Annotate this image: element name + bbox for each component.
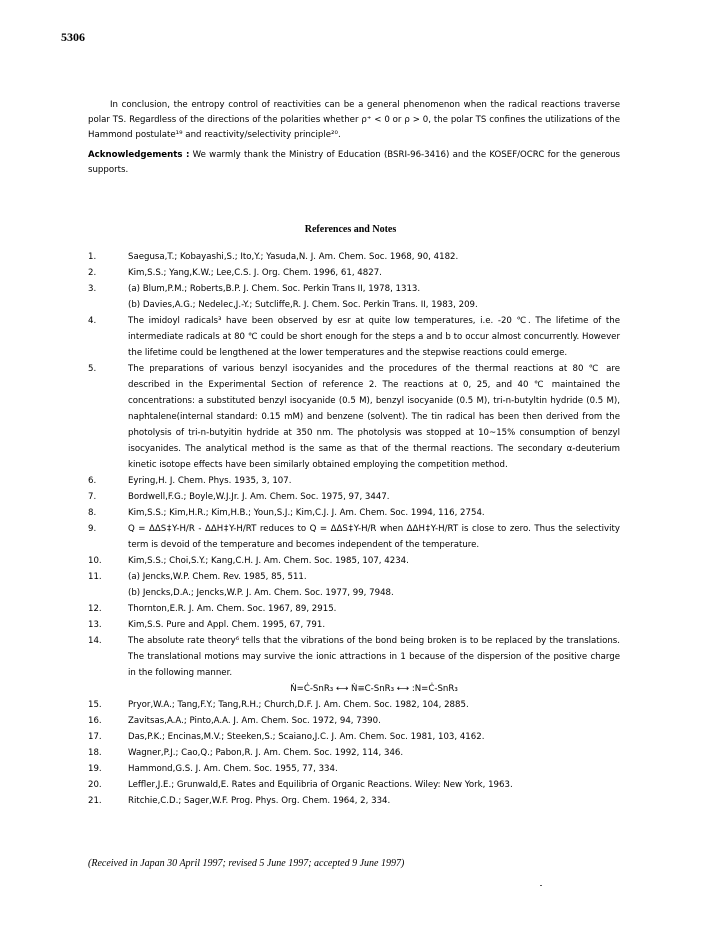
ref-number: 1. (88, 252, 97, 262)
ref-number: 20. (88, 780, 102, 790)
reference-6 (88, 473, 620, 489)
ref-number: 12. (88, 604, 102, 614)
reference-3 (88, 281, 620, 313)
ref-text: Kim,S.S.; Choi,S.Y.; Kang,C.H. J. Am. Chem. Soc. 1985, 107, 4234. (128, 556, 409, 566)
ref-text: Pryor,W.A.; Tang,F.Y.; Tang,R.H.; Church,D.F. J. Am. Chem. Soc. 1982, 104, 2885. (128, 700, 469, 710)
ref-text: Leffler,J.E.; Grunwald,E. Rates and Equilibria of Organic Reactions. Wiley: New York, 1963. (128, 780, 513, 790)
ref-number: 2. (88, 268, 97, 278)
reference-9 (88, 521, 620, 553)
ref-number: 13. (88, 620, 102, 630)
page-number: 5306 (61, 30, 85, 44)
ref-text: The preparations of various benzyl isocyanides and the procedures of the thermal reactions at 80 ℃ are described in the Experimental Section of reference 2. The reactions at 0, 25, and 40 ℃ maintained the concentrations: a substituted benzyl isocyanide (0.5 M), benzyl isocyanide (0.5 M), tri-n-butyltin hydride (0.5 M), naphtalene(internal standard: 0.15 mM) and benzene (solvent). The tin radical has been then derived from the photolysis of tri-n-butyitin hydride at 350 nm. The photolysis was stopped at 10~15% consumption of benzyl isocyanides. The analytical method is the same as that of the thermal reactions. The secondary α-deuterium kinetic isotope effects have been similarly obtained employing the competition method. (128, 364, 620, 470)
ref-text: Kim,S.S. Pure and Appl. Chem. 1995, 67, 791. (128, 620, 326, 630)
ref-text: Q = ΔΔS‡Y-H/R - ΔΔH‡Y-H/RT reduces to Q = ΔΔS‡Y-H/R when ΔΔH‡Y-H/RT is close to zero. Thus the selectivity term is devoid of the temperature and becomes independent of the temperature. (128, 524, 620, 550)
ref-text: Das,P.K.; Encinas,M.V.; Steeken,S.; Scaiano,J.C. J. Am. Chem. Soc. 1981, 103, 4162. (128, 732, 485, 742)
reference-5 (88, 361, 620, 473)
ack-text: We warmly thank the Ministry of Education (BSRI-96-3416) and the KOSEF/OCRC for the generous supports. (88, 150, 620, 175)
ref-text: Eyring,H. J. Chem. Phys. 1935, 3, 107. (128, 476, 292, 486)
received-dates: (Received in Japan 30 April 1997; revised 5 June 1997; accepted 9 June 1997) (88, 858, 405, 869)
ref-text: (a) Jencks,W.P. Chem. Rev. 1985, 85, 511. (128, 572, 307, 582)
ref-number: 17. (88, 732, 102, 742)
ref-subtext: (b) Davies,A.G.; Nedelec,J.-Y.; Sutcliffe,R. J. Chem. Soc. Perkin Trans. II, 1983, 209. (128, 300, 478, 310)
reference-7 (88, 489, 620, 505)
conclusion-paragraph: In conclusion, the entropy control of reactivities can be a general phenomenon when the radical reactions traverse polar TS. Regardless of the directions of the polarities whether ρ⁺ < 0 or ρ > 0, the polar TS confines the utilizations of the Hammond postulate¹⁹ and reactivity/selectivity principle²⁰. (88, 100, 620, 140)
ref-text: The imidoyl radicals³ have been observed by esr at quite low temperatures, i.e. -20 ℃. The lifetime of the intermediate radicals at 80 ℃ could be short enough for the steps a and b to occur almost concurrently. However the lifetime could be lengthened at the lower temperatures and the stepwise reactions could emerge. (128, 316, 620, 358)
ref-number: 10. (88, 556, 102, 566)
ref-number: 16. (88, 716, 102, 726)
reference-14 (88, 633, 620, 697)
ref-number: 11. (88, 572, 102, 582)
ref-number: 18. (88, 748, 102, 758)
ack-heading: Acknowledgements : (88, 150, 190, 160)
reference-2 (88, 265, 620, 281)
ref-number: 19. (88, 764, 102, 774)
ref-text: (a) Blum,P.M.; Roberts,B.P. J. Chem. Soc. Perkin Trans II, 1978, 1313. (128, 284, 421, 294)
page-mark (540, 885, 542, 886)
ref-text: Bordwell,F.G.; Boyle,W.J.Jr. J. Am. Chem. Soc. 1975, 97, 3447. (128, 492, 390, 502)
ref-number: 15. (88, 700, 102, 710)
reference-16 (88, 713, 620, 729)
ref-text: Ritchie,C.D.; Sager,W.F. Prog. Phys. Org. Chem. 1964, 2, 334. (128, 796, 391, 806)
reference-11 (88, 569, 620, 601)
ref-number: 8. (88, 508, 97, 518)
reference-4 (88, 313, 620, 361)
ref-number: 9. (88, 524, 97, 534)
reference-20 (88, 777, 620, 793)
ref-text: Kim,S.S.; Yang,K.W.; Lee,C.S. J. Org. Chem. 1996, 61, 4827. (128, 268, 382, 278)
reference-18 (88, 745, 620, 761)
ref-text: Wagner,P.J.; Cao,Q.; Pabon,R. J. Am. Chem. Soc. 1992, 114, 346. (128, 748, 404, 758)
reference-12 (88, 601, 620, 617)
reference-1 (88, 249, 620, 265)
reference-13 (88, 617, 620, 633)
ref-number: 3. (88, 284, 97, 294)
ref-number: 5. (88, 364, 97, 374)
references-title: References and Notes (304, 224, 397, 235)
ref-number: 4. (88, 316, 97, 326)
ref-text: Thornton,E.R. J. Am. Chem. Soc. 1967, 89, 2915. (128, 604, 337, 614)
ref-text: Zavitsas,A.A.; Pinto,A.A. J. Am. Chem. Soc. 1972, 94, 7390. (128, 716, 381, 726)
ref-number: 21. (88, 796, 102, 806)
ref-number: 14. (88, 636, 102, 646)
ref-text: Kim,S.S.; Kim,H.R.; Kim,H.B.; Youn,S.J.; Kim,C.J. J. Am. Chem. Soc. 1994, 116, 2754. (128, 508, 485, 518)
acknowledgements (88, 148, 620, 178)
ref-text: Saegusa,T.; Kobayashi,S.; Ito,Y.; Yasuda,N. J. Am. Chem. Soc. 1968, 90, 4182. (128, 252, 459, 262)
reference-10 (88, 553, 620, 569)
ref-subtext: (b) Jencks,D.A.; Jencks,W.P. J. Am. Chem. Soc. 1977, 99, 7948. (128, 588, 394, 598)
reference-17 (88, 729, 620, 745)
reference-15 (88, 697, 620, 713)
ref-text: Hammond,G.S. J. Am. Chem. Soc. 1955, 77, 334. (128, 764, 338, 774)
reference-19 (88, 761, 620, 777)
reference-list (88, 249, 620, 809)
ref-number: 7. (88, 492, 97, 502)
resonance-equation: Ṅ=Ċ-SnR₃ ⟷ Ṅ≡C-SnR₃ ⟷ :N=Ċ-SnR₃ (290, 684, 458, 694)
ref-number: 6. (88, 476, 97, 486)
reference-8 (88, 505, 620, 521)
reference-21 (88, 793, 620, 809)
ref-text: The absolute rate theory⁶ tells that the vibrations of the bond being broken is to be replaced by the translations. The translational motions may survive the ionic attractions in 1 because of the dispersion of the positive charge in the following manner. (128, 636, 620, 678)
